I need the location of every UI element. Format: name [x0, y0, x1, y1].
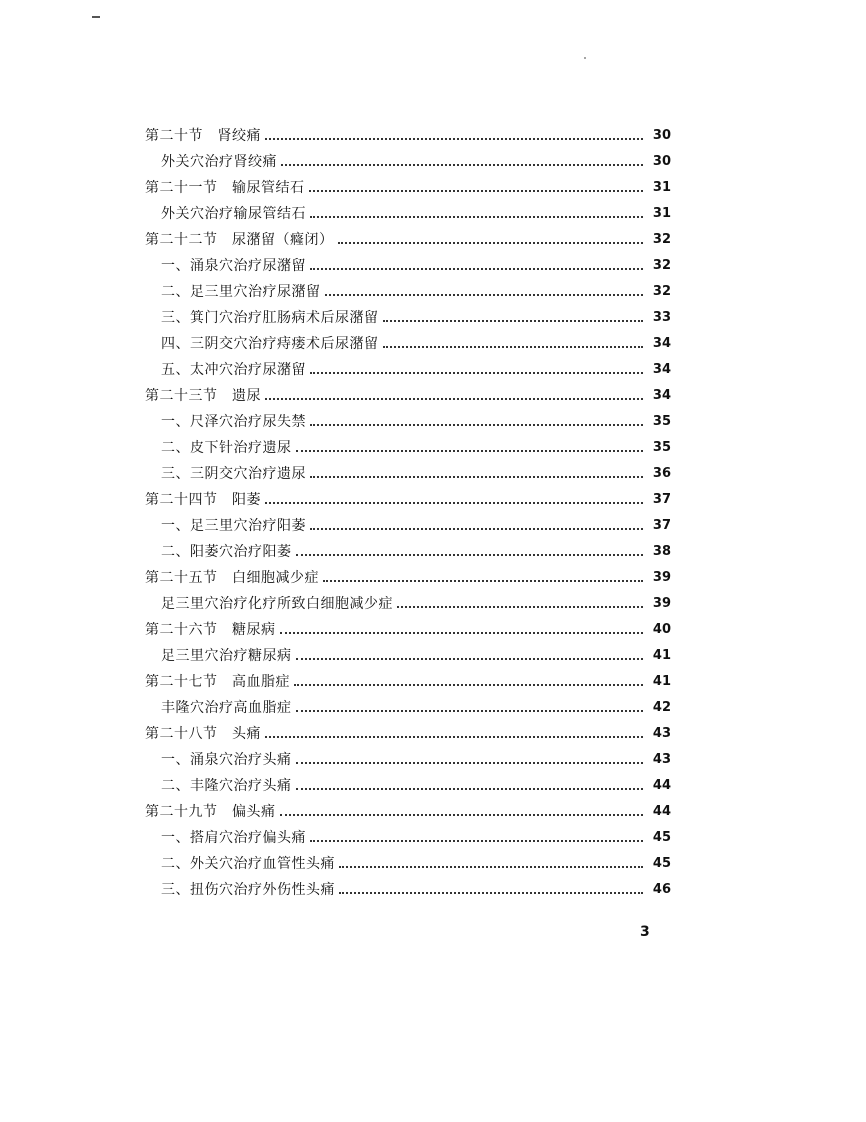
toc-subentry[interactable]: [145, 357, 671, 383]
toc-section-entry[interactable]: [145, 175, 671, 201]
toc-dot-leader: [280, 814, 644, 816]
toc-entry-title: 丰隆穴治疗高血脂症: [161, 700, 292, 716]
toc-dot-leader: [383, 346, 644, 348]
toc-entry-page: 45: [652, 856, 671, 871]
toc-dot-leader: [265, 736, 643, 738]
toc-entry-title: 第二十三节 遗尿: [145, 388, 261, 404]
toc-section-entry[interactable]: [145, 721, 671, 747]
toc-section-entry[interactable]: [145, 799, 671, 825]
toc-entry-page: 40: [652, 622, 671, 637]
toc-entry-page: 31: [652, 180, 671, 195]
toc-section-entry[interactable]: [145, 123, 671, 149]
toc-entry-page: 34: [652, 388, 671, 403]
toc-entry-page: 37: [652, 518, 671, 533]
toc-subentry[interactable]: [145, 643, 671, 669]
toc-entry-page: 32: [652, 284, 671, 299]
toc-subentry[interactable]: [145, 539, 671, 565]
toc-entry-page: 32: [652, 232, 671, 247]
toc-dot-leader: [338, 242, 644, 244]
toc-entry-page: 44: [652, 804, 671, 819]
toc-dot-leader: [310, 476, 643, 478]
toc-dot-leader: [294, 684, 643, 686]
toc-entry-page: 42: [652, 700, 671, 715]
toc-entry-page: 34: [652, 336, 671, 351]
page-number: 3: [640, 924, 650, 940]
toc-dot-leader: [323, 580, 643, 582]
toc-entry-title: 一、涌泉穴治疗头痛: [161, 752, 292, 768]
toc-entry-title: 第二十二节 尿潴留（癃闭）: [145, 232, 334, 248]
toc-dot-leader: [265, 502, 643, 504]
toc-entry-page: 41: [652, 648, 671, 663]
toc-section-entry[interactable]: [145, 487, 671, 513]
toc-entry-page: 38: [652, 544, 671, 559]
toc-dot-leader: [383, 320, 644, 322]
toc-dot-leader: [280, 632, 644, 634]
toc-dot-leader: [296, 710, 644, 712]
toc-entry-page: 35: [652, 414, 671, 429]
toc-entry-page: 32: [652, 258, 671, 273]
toc-entry-title: 一、尺泽穴治疗尿失禁: [161, 414, 306, 430]
toc-dot-leader: [325, 294, 644, 296]
toc-entry-page: 30: [652, 128, 671, 143]
toc-entry-title: 二、皮下针治疗遗尿: [161, 440, 292, 456]
toc-dot-leader: [310, 372, 643, 374]
toc-subentry[interactable]: [145, 435, 671, 461]
toc-subentry[interactable]: [145, 331, 671, 357]
toc-entry-page: 41: [652, 674, 671, 689]
toc-entry-page: 39: [652, 596, 671, 611]
toc-dot-leader: [339, 866, 643, 868]
toc-entry-title: 四、三阴交穴治疗痔瘘术后尿潴留: [161, 336, 379, 352]
toc-dot-leader: [397, 606, 643, 608]
toc-subentry[interactable]: [145, 461, 671, 487]
toc-entry-title: 二、足三里穴治疗尿潴留: [161, 284, 321, 300]
toc-subentry[interactable]: [145, 747, 671, 773]
toc-entry-title: 二、阳萎穴治疗阳萎: [161, 544, 292, 560]
toc-dot-leader: [310, 528, 643, 530]
toc-entry-title: 外关穴治疗肾绞痛: [161, 154, 277, 170]
toc-subentry[interactable]: [145, 149, 671, 175]
toc-subentry[interactable]: [145, 695, 671, 721]
toc-entry-title: 第二十一节 输尿管结石: [145, 180, 305, 196]
toc-section-entry[interactable]: [145, 565, 671, 591]
toc-dot-leader: [296, 788, 644, 790]
toc-section-entry[interactable]: [145, 383, 671, 409]
toc-entry-title: 三、扭伤穴治疗外伤性头痛: [161, 882, 335, 898]
toc-subentry[interactable]: [145, 279, 671, 305]
toc-entry-page: 33: [652, 310, 671, 325]
toc-subentry[interactable]: [145, 773, 671, 799]
toc-entry-title: 一、足三里穴治疗阳萎: [161, 518, 306, 534]
toc-entry-title: 第二十四节 阳萎: [145, 492, 261, 508]
toc-entry-page: 46: [652, 882, 671, 897]
toc-entry-title: 第二十六节 糖尿病: [145, 622, 276, 638]
toc-dot-leader: [296, 762, 644, 764]
toc-subentry[interactable]: [145, 825, 671, 851]
toc-dot-leader: [339, 892, 643, 894]
toc-subentry[interactable]: [145, 877, 671, 903]
toc-subentry[interactable]: [145, 201, 671, 227]
scan-corner-mark: [92, 16, 100, 18]
toc-entry-page: 34: [652, 362, 671, 377]
toc-section-entry[interactable]: [145, 669, 671, 695]
toc-entry-title: 第二十八节 头痛: [145, 726, 261, 742]
toc-entry-title: 三、三阴交穴治疗遗尿: [161, 466, 306, 482]
toc-entry-title: 第二十九节 偏头痛: [145, 804, 276, 820]
toc-entry-page: 43: [652, 752, 671, 767]
toc-dot-leader: [310, 424, 643, 426]
toc-dot-leader: [296, 450, 644, 452]
toc-dot-leader: [281, 164, 643, 166]
toc-entry-page: 31: [652, 206, 671, 221]
toc-subentry[interactable]: [145, 305, 671, 331]
table-of-contents: [145, 123, 671, 903]
toc-entry-page: 43: [652, 726, 671, 741]
toc-dot-leader: [310, 840, 643, 842]
toc-dot-leader: [265, 138, 643, 140]
toc-section-entry[interactable]: [145, 227, 671, 253]
toc-entry-page: 36: [652, 466, 671, 481]
toc-entry-title: 二、外关穴治疗血管性头痛: [161, 856, 335, 872]
toc-entry-page: 37: [652, 492, 671, 507]
toc-dot-leader: [310, 268, 643, 270]
toc-entry-title: 二、丰隆穴治疗头痛: [161, 778, 292, 794]
toc-entry-title: 一、涌泉穴治疗尿潴留: [161, 258, 306, 274]
toc-subentry[interactable]: [145, 253, 671, 279]
toc-entry-page: 45: [652, 830, 671, 845]
toc-entry-title: 足三里穴治疗化疗所致白细胞减少症: [161, 596, 393, 612]
toc-entry-page: 39: [652, 570, 671, 585]
toc-entry-title: 一、搭肩穴治疗偏头痛: [161, 830, 306, 846]
toc-dot-leader: [296, 658, 644, 660]
toc-section-entry[interactable]: [145, 617, 671, 643]
toc-entry-title: 三、箕门穴治疗肛肠病术后尿潴留: [161, 310, 379, 326]
toc-subentry[interactable]: [145, 513, 671, 539]
toc-entry-title: 五、太冲穴治疗尿潴留: [161, 362, 306, 378]
toc-dot-leader: [310, 216, 643, 218]
toc-entry-page: 30: [652, 154, 671, 169]
toc-entry-title: 足三里穴治疗糖尿病: [161, 648, 292, 664]
toc-dot-leader: [309, 190, 644, 192]
toc-dot-leader: [265, 398, 643, 400]
toc-subentry[interactable]: [145, 409, 671, 435]
toc-subentry[interactable]: [145, 591, 671, 617]
toc-entry-title: 第二十五节 白细胞减少症: [145, 570, 319, 586]
toc-dot-leader: [296, 554, 644, 556]
scan-speck: [584, 57, 586, 59]
toc-entry-title: 第二十节 肾绞痛: [145, 128, 261, 144]
toc-entry-title: 第二十七节 高血脂症: [145, 674, 290, 690]
toc-subentry[interactable]: [145, 851, 671, 877]
toc-entry-page: 35: [652, 440, 671, 455]
toc-entry-page: 44: [652, 778, 671, 793]
toc-entry-title: 外关穴治疗输尿管结石: [161, 206, 306, 222]
